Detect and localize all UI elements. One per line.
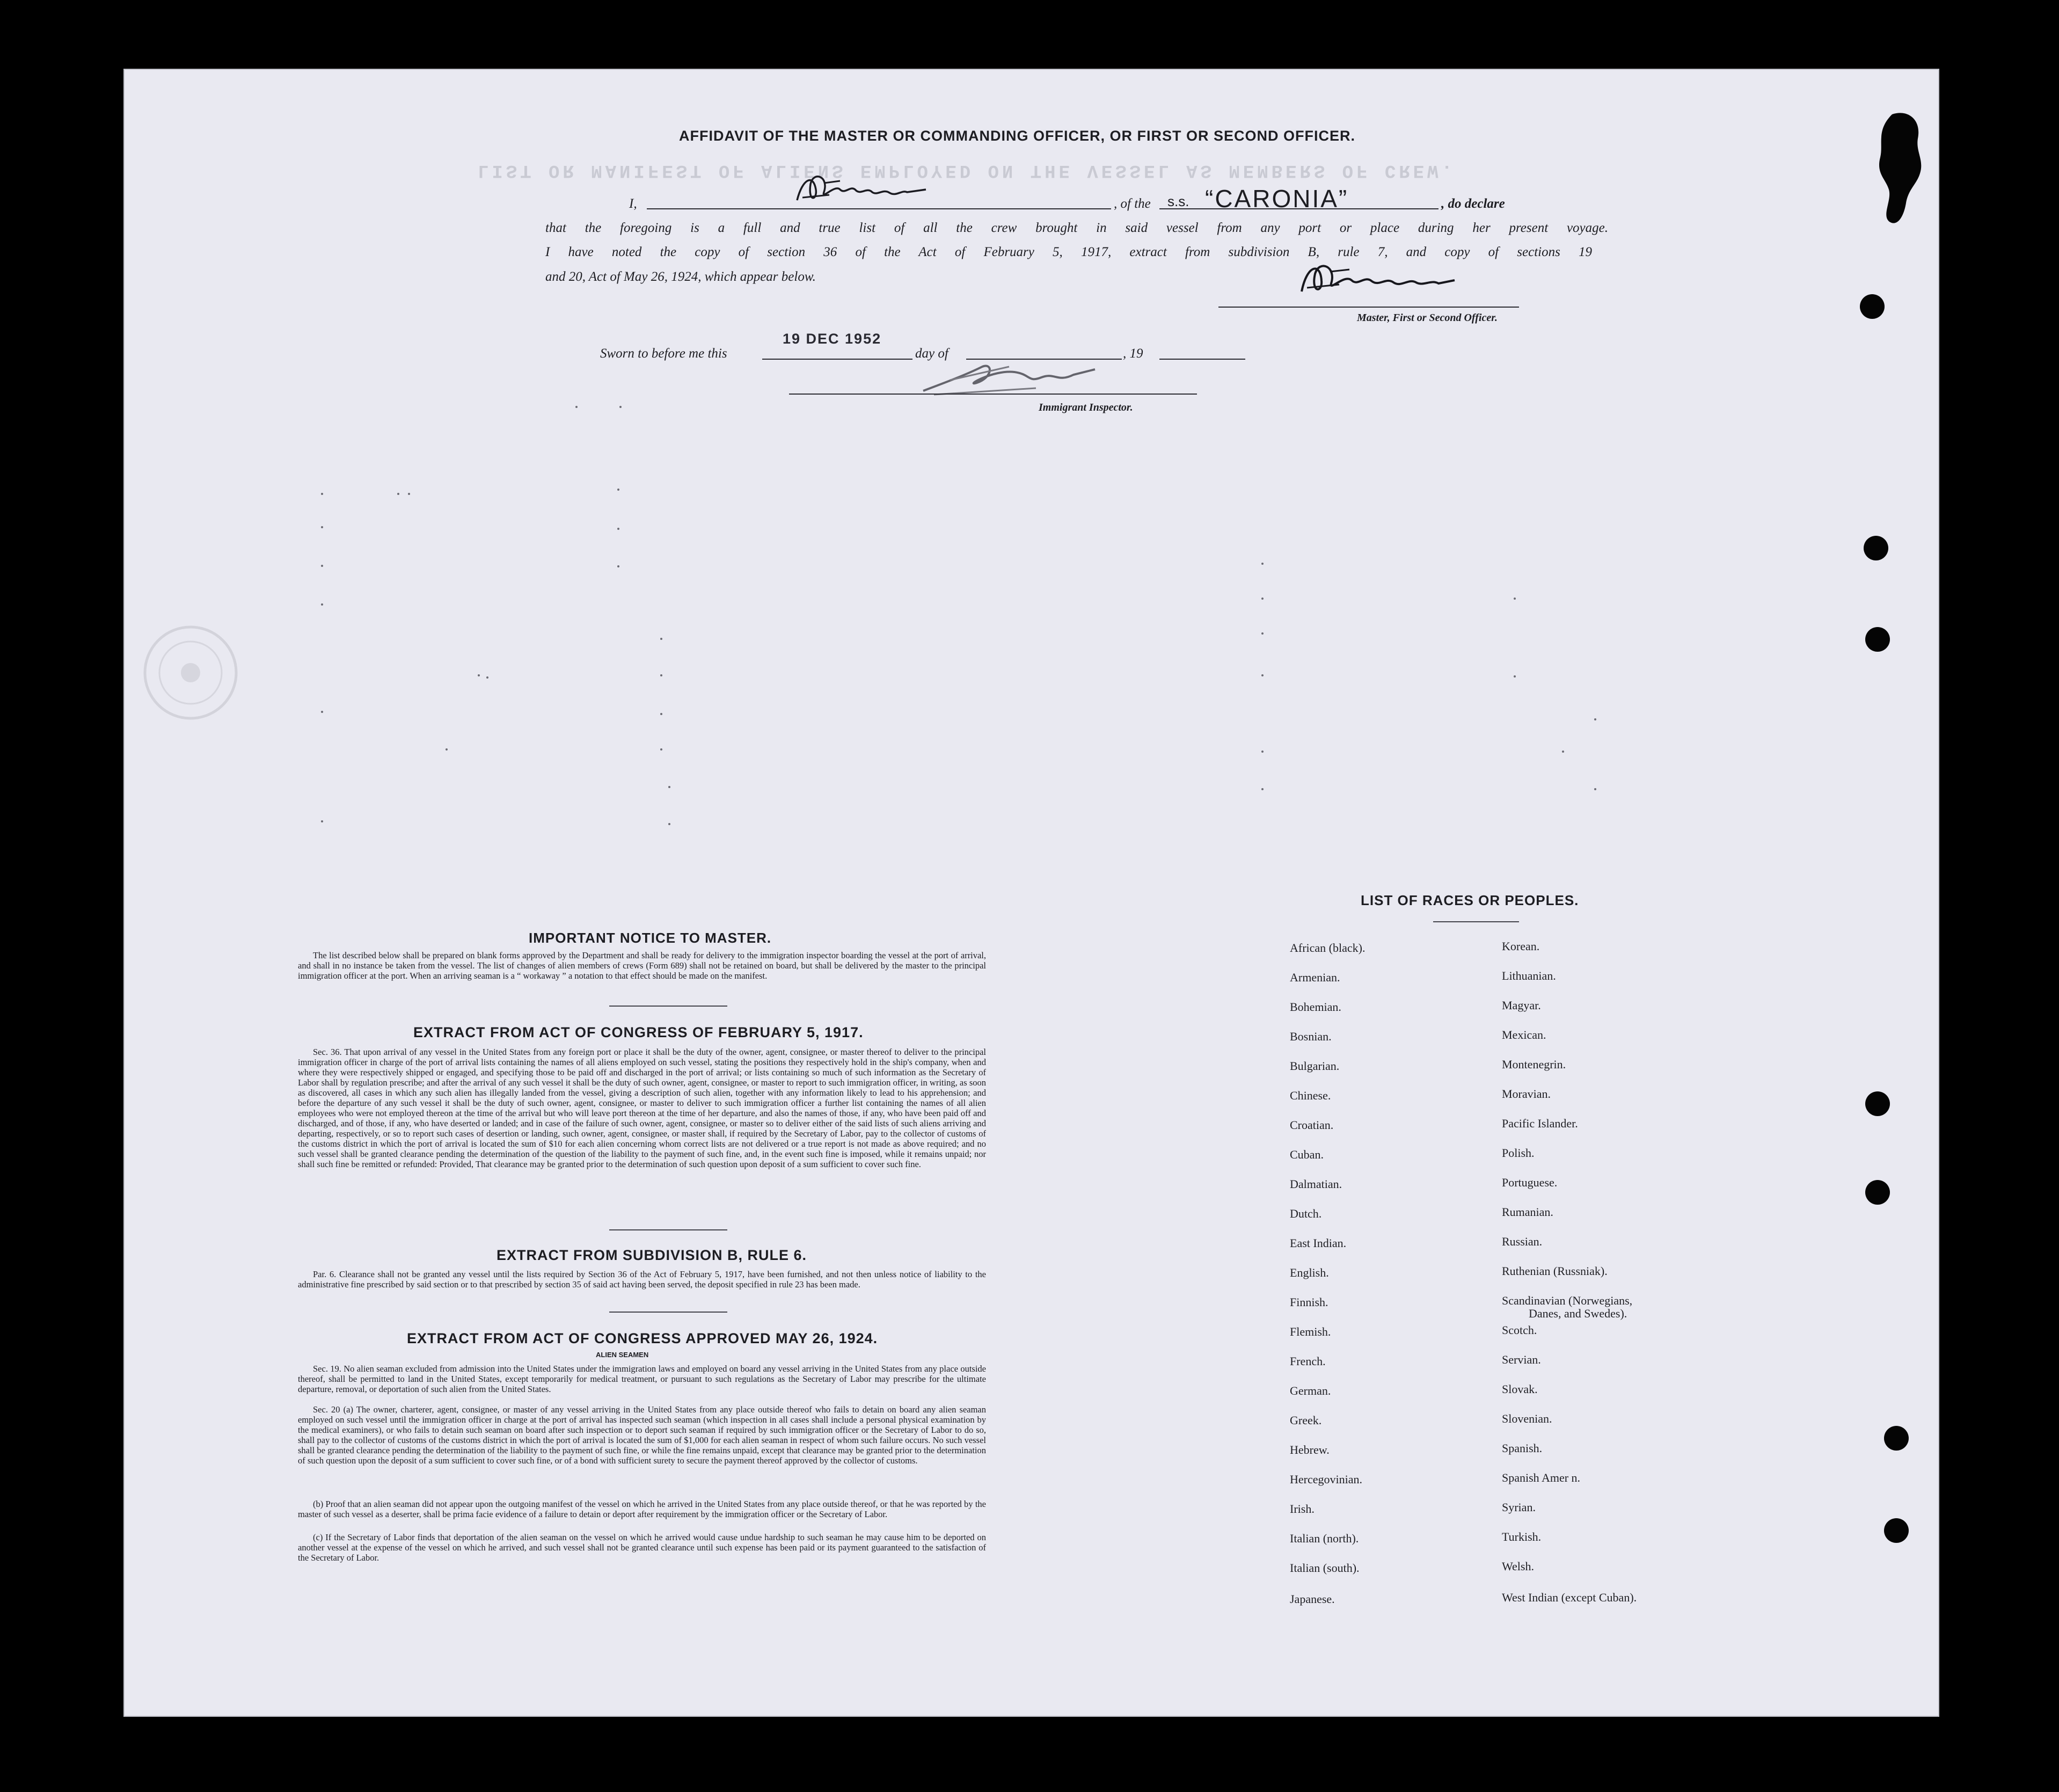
race-item: West Indian (except Cuban). <box>1502 1591 1637 1604</box>
race-item: Armenian. <box>1290 971 1340 984</box>
sec-20a-text: Sec. 20 (a) The owner, charterer, agent, consignee, or master of any vessel arriving in the United States from any place outside thereof who fails to detain on board any alien seaman employed on such vessel until the immigration officer in charge at the port of arrival has inspected such seaman (which inspection in all cases shall include a personal physical examination by the medical examiners), or who fails to detain such seaman on board after such inspection or to deport such seaman if required by such immigration officer or the Secretary of Labor to do so, shall pay to the collector of customs of the customs district in which the port of arrival is located the sum of $1,000 for each alien seaman in respect of whom such failure occurs. No such vessel shall be granted clearance pending the determination of the liability to the payment of such fine, or while the fine remains unpaid, except that clearance may be granted prior to the determination of such question upon the deposit of a sum sufficient to cover such fine, or of a bond with sufficient surety to secure the payment thereof approved by the collector of customs. <box>298 1404 986 1466</box>
faint-seal-icon <box>140 622 242 724</box>
divider <box>609 1229 727 1230</box>
race-item: Croatian. <box>1290 1118 1334 1132</box>
sec-20c-text: (c) If the Secretary of Labor finds that deportation of the alien seaman on the vessel on which he arrived would cause undue hardship to such seaman he may cause him to be deported on another vessel at the expense of the vessel on which he arrived, and such vessel shall not be granted clearance until such expense has been paid or its payment guaranteed to the satisfaction of the Secretary of Labor. <box>298 1532 986 1563</box>
race-item: Italian (north). <box>1290 1532 1359 1545</box>
divider <box>609 1312 727 1313</box>
extract-1924-title: EXTRACT FROM ACT OF CONGRESS APPROVED MAY 26, 1924. <box>407 1330 878 1346</box>
master-signature-icon <box>792 168 931 211</box>
punch-hole <box>1865 1180 1890 1205</box>
races-title: LIST OF RACES OR PEOPLES. <box>1361 892 1579 908</box>
i-label: I, <box>629 196 637 211</box>
sworn-day-line <box>762 359 912 360</box>
sec-20b-text: (b) Proof that an alien seaman did not appear upon the outgoing manifest of the vessel on which he arrived in the United States from any place outside thereof, or that he was reported by the master of such vessel as a deserter, shall be prima facie evidence of a failure to detain or deport after requirement by the immigration officer or the Secretary of Labor. <box>298 1499 986 1519</box>
race-item: Bulgarian. <box>1290 1059 1340 1073</box>
punch-hole <box>1884 1426 1909 1451</box>
inspector-signature-line <box>789 394 1197 395</box>
race-item: Dutch. <box>1290 1207 1322 1220</box>
punch-hole <box>1864 536 1888 560</box>
sworn-label: Sworn to before me this <box>600 346 727 361</box>
race-item: East Indian. <box>1290 1236 1347 1250</box>
race-item: Bosnian. <box>1290 1030 1332 1043</box>
race-item: Pacific Islander. <box>1502 1117 1578 1130</box>
affidavit-line-3: and 20, Act of May 26, 1924, which appear below. <box>545 269 816 284</box>
of-the-label: , of the <box>1114 196 1151 211</box>
show-through-text: LIST OR MANIFEST OF ALIENS EMPLOYED ON THE VESSEL AS MEMBERS OF CREW. <box>478 160 1456 180</box>
race-item: Turkish. <box>1502 1530 1542 1543</box>
race-item: Scotch. <box>1502 1323 1537 1337</box>
vessel-prefix: s.s. <box>1167 193 1189 209</box>
affidavit-line-2: I have noted the copy of section 36 of the Act of February 5, 1917, extract from subdivision B, rule 7, and copy of sections 19 <box>545 245 1592 259</box>
race-item: Japanese. <box>1290 1592 1335 1606</box>
rule-6-title: EXTRACT FROM SUBDIVISION B, RULE 6. <box>497 1247 807 1263</box>
extract-1917-text: Sec. 36. That upon arrival of any vessel in the United States from any foreign port or place it shall be the duty of the owner, agent, consignee, or master thereof to deliver to the principal immigration officer in charge of the port of arrival lists containing the names of all aliens employed on such vessel, stating the positions they respectively hold in the ship's company, when and where they were respectively shipped or engaged, and specifying those to be paid off and discharged in the port of arrival; or lists containing so much of such information as the Secretary of Labor shall by regulation prescribe; and after the arrival of any such vessel it shall be the duty of such owner, agent, consignee, or master to report to such immigration officer, in writing, as soon as discovered, all cases in which any such alien has illegally landed from the vessel, giving a description of such alien, together with any information likely to lead to his apprehension; and before the departure of any such vessel it shall be the duty of such owner, agent, consignee, or master to deliver to such immigration officer a further list containing the names of all alien employees who were not employed thereon at the time of the arrival but who will leave port thereon at the time of her departure, and also the names of those, if any, who have been paid off and discharged, and of those, if any, who have deserted or landed; and in case of the failure of such owner, agent, consignee, or master so to deliver either of the said lists of such aliens arriving and departing, respectively, or so to report such cases of desertion or landing, such owner, agent, consignee, or master shall, if required by the Secretary of Labor, pay to the collector of customs of the customs district in which the port of arrival is located the sum of $10 for each alien concerning whom correct lists are not delivered or a true report is not made as above required; and no such vessel shall be granted clearance pending the determination of the question of the liability to the payment of such fine, and, in the event such fine is imposed, while it remains unpaid; nor shall such fine be remitted or refunded: Provided, That clearance may be granted prior to the determination of such question upon deposit of a sum sufficient to cover such fine. <box>298 1047 986 1169</box>
notice-title: IMPORTANT NOTICE TO MASTER. <box>529 930 772 946</box>
race-item: Bohemian. <box>1290 1000 1341 1014</box>
punch-hole <box>1865 1091 1890 1116</box>
race-item: Scandinavian (Norwegians, <box>1502 1294 1633 1307</box>
race-item: Chinese. <box>1290 1089 1331 1102</box>
sworn-year-line <box>1159 359 1245 360</box>
race-item: Irish. <box>1290 1502 1315 1516</box>
race-item: Moravian. <box>1502 1087 1551 1101</box>
race-item: Lithuanian. <box>1502 969 1556 982</box>
inspector-title: Immigrant Inspector. <box>1039 402 1133 413</box>
date-stamp: 19 DEC 1952 <box>783 331 882 347</box>
divider <box>1433 921 1519 922</box>
race-item: Montenegrin. <box>1502 1058 1566 1071</box>
punch-hole <box>1860 294 1885 319</box>
race-item: Flemish. <box>1290 1325 1331 1338</box>
race-item: Hebrew. <box>1290 1443 1330 1456</box>
ink-blot-icon <box>1871 109 1935 232</box>
race-item: Finnish. <box>1290 1295 1328 1309</box>
race-item: Welsh. <box>1502 1560 1534 1573</box>
race-item: English. <box>1290 1266 1329 1279</box>
do-declare-label: , do declare <box>1441 196 1505 211</box>
race-item: Hercegovinian. <box>1290 1473 1362 1486</box>
document-sheet <box>123 69 1939 1717</box>
race-item: French. <box>1290 1354 1326 1368</box>
race-item: Magyar. <box>1502 999 1541 1012</box>
race-item: Russian. <box>1502 1235 1543 1248</box>
divider <box>609 1006 727 1007</box>
race-item: Portuguese. <box>1502 1176 1558 1189</box>
race-item: German. <box>1290 1384 1331 1397</box>
signer-title: Master, First or Second Officer. <box>1357 312 1498 324</box>
vessel-name: “CARONIA” <box>1205 185 1349 213</box>
extract-1924-subtitle: ALIEN SEAMEN <box>596 1351 649 1359</box>
officer-signature-line <box>1218 307 1519 308</box>
race-item: Spanish. <box>1502 1441 1543 1455</box>
day-of-label: day of <box>915 346 948 361</box>
race-item: Italian (south). <box>1290 1561 1360 1575</box>
sec-19-text: Sec. 19. No alien seaman excluded from admission into the United States under the immigration laws and employed on board any vessel arriving in the United States from any place outside thereof, shall be permitted to land in the United States, except temporarily for medical treatment, or pursuant to such regulations as the Secretary of Labor may prescribe for the ultimate departure, removal, or deportation of such alien from the United States. <box>298 1364 986 1394</box>
punch-hole <box>1865 627 1890 652</box>
race-item: Syrian. <box>1502 1500 1536 1514</box>
rule-6-text: Par. 6. Clearance shall not be granted any vessel until the lists required by Section 36 of the Act of February 5, 1917, have been furnished, and not then unless notice of liability to the administrative fine prescribed by said section or to that prescribed by section 35 of said act having been served, the deposit specified in rule 23 has been made. <box>298 1269 986 1290</box>
punch-hole <box>1884 1518 1909 1543</box>
affidavit-line-1: that the foregoing is a full and true list of all the crew brought in said vessel from any port or place during her present voyage. <box>545 221 1608 235</box>
race-item: Rumanian. <box>1502 1205 1553 1219</box>
race-item: Mexican. <box>1502 1028 1546 1041</box>
notice-text: The list described below shall be prepared on blank forms approved by the Department and shall be ready for delivery to the immigration inspector boarding the vessel at the port of arrival, and shall in no instance be taken from the vessel. The list of changes of alien members of crews (Form 689) shall not be retained on board, but shall be delivered by the master to the principal immigration officer at the port. When an arriving seaman is a “ workaway ” a notation to that effect should be made on the manifest. <box>298 950 986 981</box>
race-item: Ruthenian (Russniak). <box>1502 1264 1608 1278</box>
race-item: Korean. <box>1502 939 1540 953</box>
extract-1917-title: EXTRACT FROM ACT OF CONGRESS OF FEBRUARY 5, 1917. <box>413 1024 864 1040</box>
officer-signature-icon <box>1294 257 1465 302</box>
race-item-continuation: Danes, and Swedes). <box>1529 1307 1627 1320</box>
race-item: Slovenian. <box>1502 1412 1552 1425</box>
year-label: , 19 <box>1123 346 1143 361</box>
race-item: Greek. <box>1290 1414 1322 1427</box>
affidavit-title: AFFIDAVIT OF THE MASTER OR COMMANDING OFFICER, OR FIRST OR SECOND OFFICER. <box>679 128 1355 144</box>
race-item: Cuban. <box>1290 1148 1324 1161</box>
race-item: Spanish Amer n. <box>1502 1471 1581 1484</box>
race-item: Dalmatian. <box>1290 1177 1342 1191</box>
race-item: Servian. <box>1502 1353 1541 1366</box>
race-item: African (black). <box>1290 941 1366 955</box>
race-item: Polish. <box>1502 1146 1535 1160</box>
race-item: Slovak. <box>1502 1382 1538 1396</box>
